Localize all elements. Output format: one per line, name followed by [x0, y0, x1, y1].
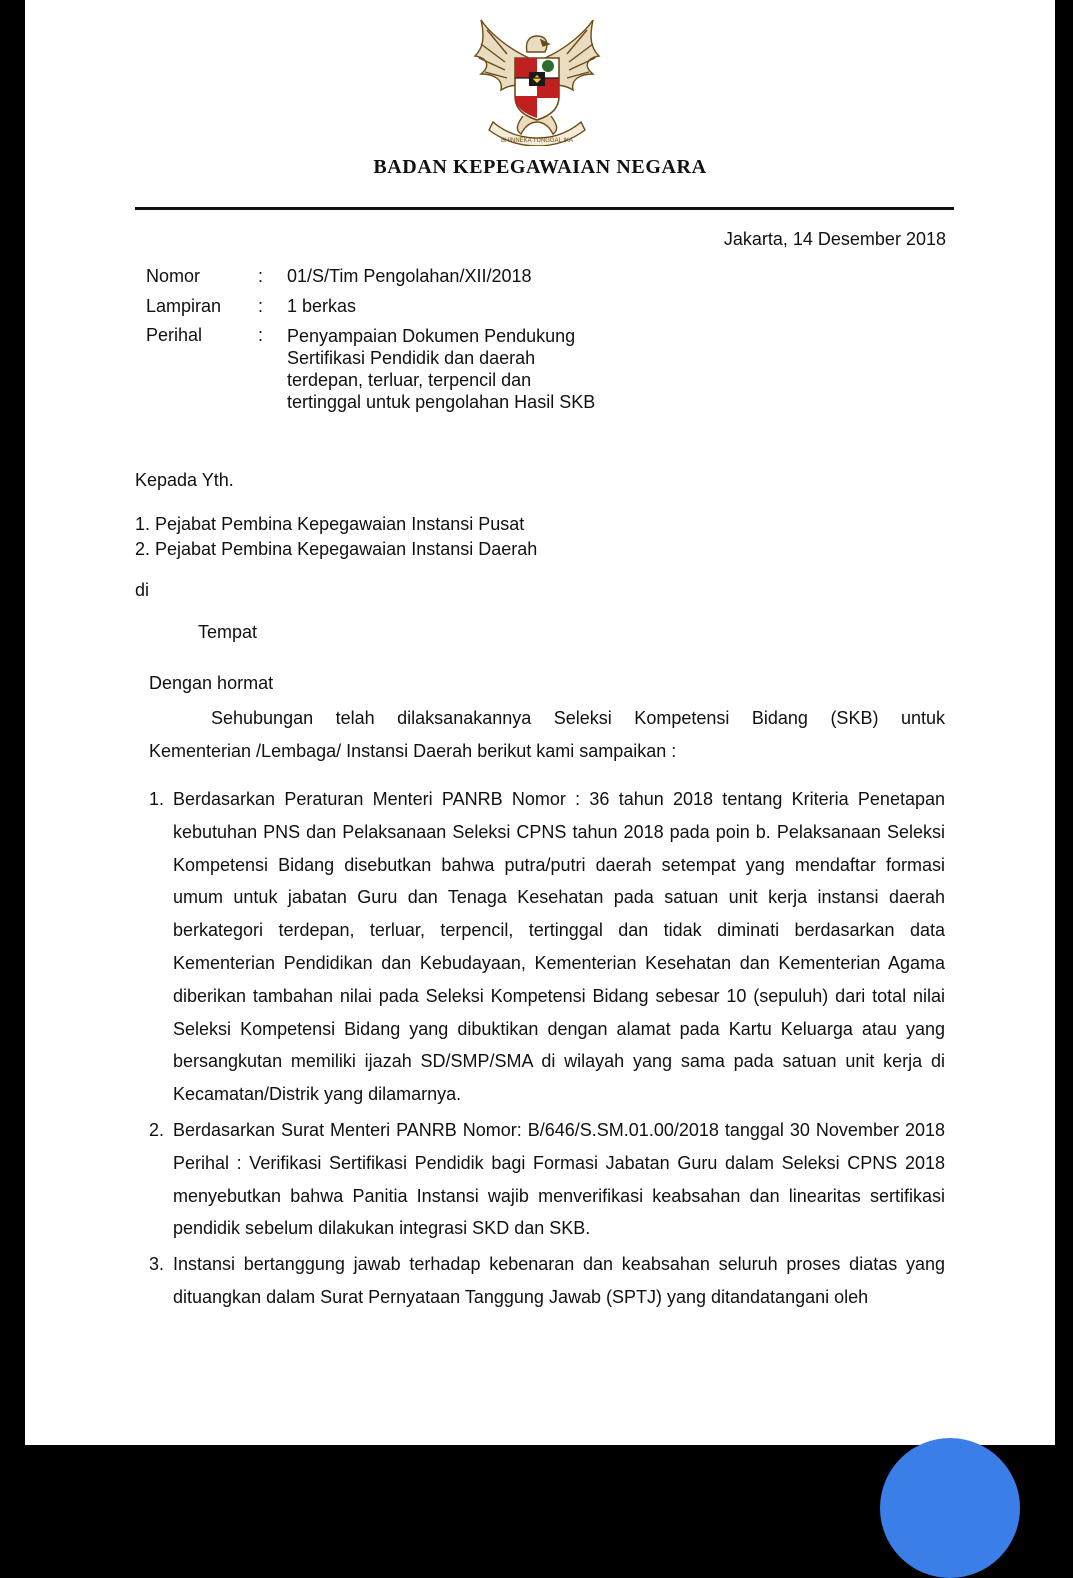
header-rule [135, 207, 954, 210]
field-lampiran [146, 292, 597, 322]
point-text: Berdasarkan Peraturan Menteri PANRB Nomor : 36 tahun 2018 tentang Kriteria Penetapan kebutuhan PNS dan Pelaksanaan Seleksi CPNS tahun 2018 pada poin b. Pelaksanaan Seleksi Kompetensi Bidang disebutkan bahwa putra/putri daerah setempat yang mendaftar formasi umum untuk jabatan Guru dan Tenaga Kesehatan pada satuan unit kerja instansi daerah berkategori terdepan, terluar, terpencil, tertinggal dan tidak diminati berdasarkan data Kementerian Pendidikan dan Kebudayaan, Kementerian Kesehatan dan Kementerian Agama diberikan tambahan nilai pada Seleksi Kompetensi Bidang sebesar 10 (sepuluh) dari total nilai Seleksi Kompetensi Bidang yang dibuktikan dengan alamat pada Kartu Keluarga atau yang bersangkutan memiliki ijazah SD/SMP/SMA di wilayah yang sama pada satuan unit kerja di Kecamatan/Distrik yang dilamarnya. [173, 789, 945, 1105]
opening-line-2: Kementerian /Lembaga/ Instansi Daerah berikut kami sampaikan : [149, 740, 677, 761]
salutation: Dengan hormat [149, 673, 274, 693]
field-value: 1 berkas [287, 295, 357, 316]
field-label: Lampiran [146, 295, 222, 316]
agency-name: BADAN KEPEGAWAIAN NEGARA [373, 156, 707, 178]
field-nomor [146, 262, 597, 292]
point-number: 2. [149, 1119, 165, 1140]
field-colon: : [258, 295, 264, 316]
field-perihal [146, 321, 597, 413]
point-text: Berdasarkan Surat Menteri PANRB Nomor: B/646/S.SM.01.00/2018 tanggal 30 November 2018 Perihal : Verifikasi Sertifikasi Pendidik bagi Formasi Jabatan Guru dalam Seleksi CPNS 2018 menyebutkan bahwa Panitia Instansi wajib menverifikasi keabsahan dan linearitas sertifikasi pendidik sebelum dilakukan integrasi SKD dan SKB. [173, 1119, 945, 1239]
point-number: 3. [149, 1254, 165, 1275]
svg-text:BHINNEKA TUNGGAL IKA: BHINNEKA TUNGGAL IKA [500, 138, 574, 144]
di-text: di [135, 580, 150, 600]
points-list [149, 783, 945, 1317]
tempat-text: Tempat [198, 622, 258, 642]
letter-date: Jakarta, 14 Desember 2018 [723, 229, 946, 249]
list-item [149, 1248, 945, 1314]
recipient-item: 1. Pejabat Pembina Kepegawaian Instansi Pusat [135, 514, 525, 534]
point-text: Instansi bertanggung jawab terhadap kebenaran dan keabsahan seluruh proses diatas yang dituangkan dalam Surat Pernyataan Tanggung Jawab (SPTJ) yang ditandatangani oleh [173, 1254, 945, 1307]
opening-line [149, 702, 945, 735]
addressee-intro: Kepada Yth. [135, 470, 234, 490]
field-colon: : [258, 266, 264, 286]
opening-paragraph [149, 702, 945, 767]
document-page [25, 0, 1055, 1445]
recipient-list [135, 512, 537, 562]
garuda-emblem-icon [467, 18, 607, 146]
list-item [149, 1114, 945, 1245]
field-label: Perihal [146, 325, 203, 345]
recipient-item: 2. Pejabat Pembina Kepegawaian Instansi Daerah [135, 539, 538, 559]
field-colon: : [258, 325, 264, 345]
letter-header-fields [146, 262, 597, 413]
floating-action-button[interactable] [880, 1438, 1020, 1578]
field-value: Penyampaian Dokumen Pendukung Sertifikasi Pendidik dan daerah terdepan, terluar, terpencil dan tertinggal untuk pengolahan Hasil SKB [287, 326, 596, 412]
opening-line-text: Sehubungan telah dilaksanakannya Seleksi Kompetensi Bidang (SKB) untuk [211, 708, 945, 728]
field-label: Nomor [146, 266, 201, 286]
list-item [149, 783, 945, 1111]
field-value: 01/S/Tim Pengolahan/XII/2018 [287, 266, 532, 286]
point-number: 1. [149, 789, 165, 809]
